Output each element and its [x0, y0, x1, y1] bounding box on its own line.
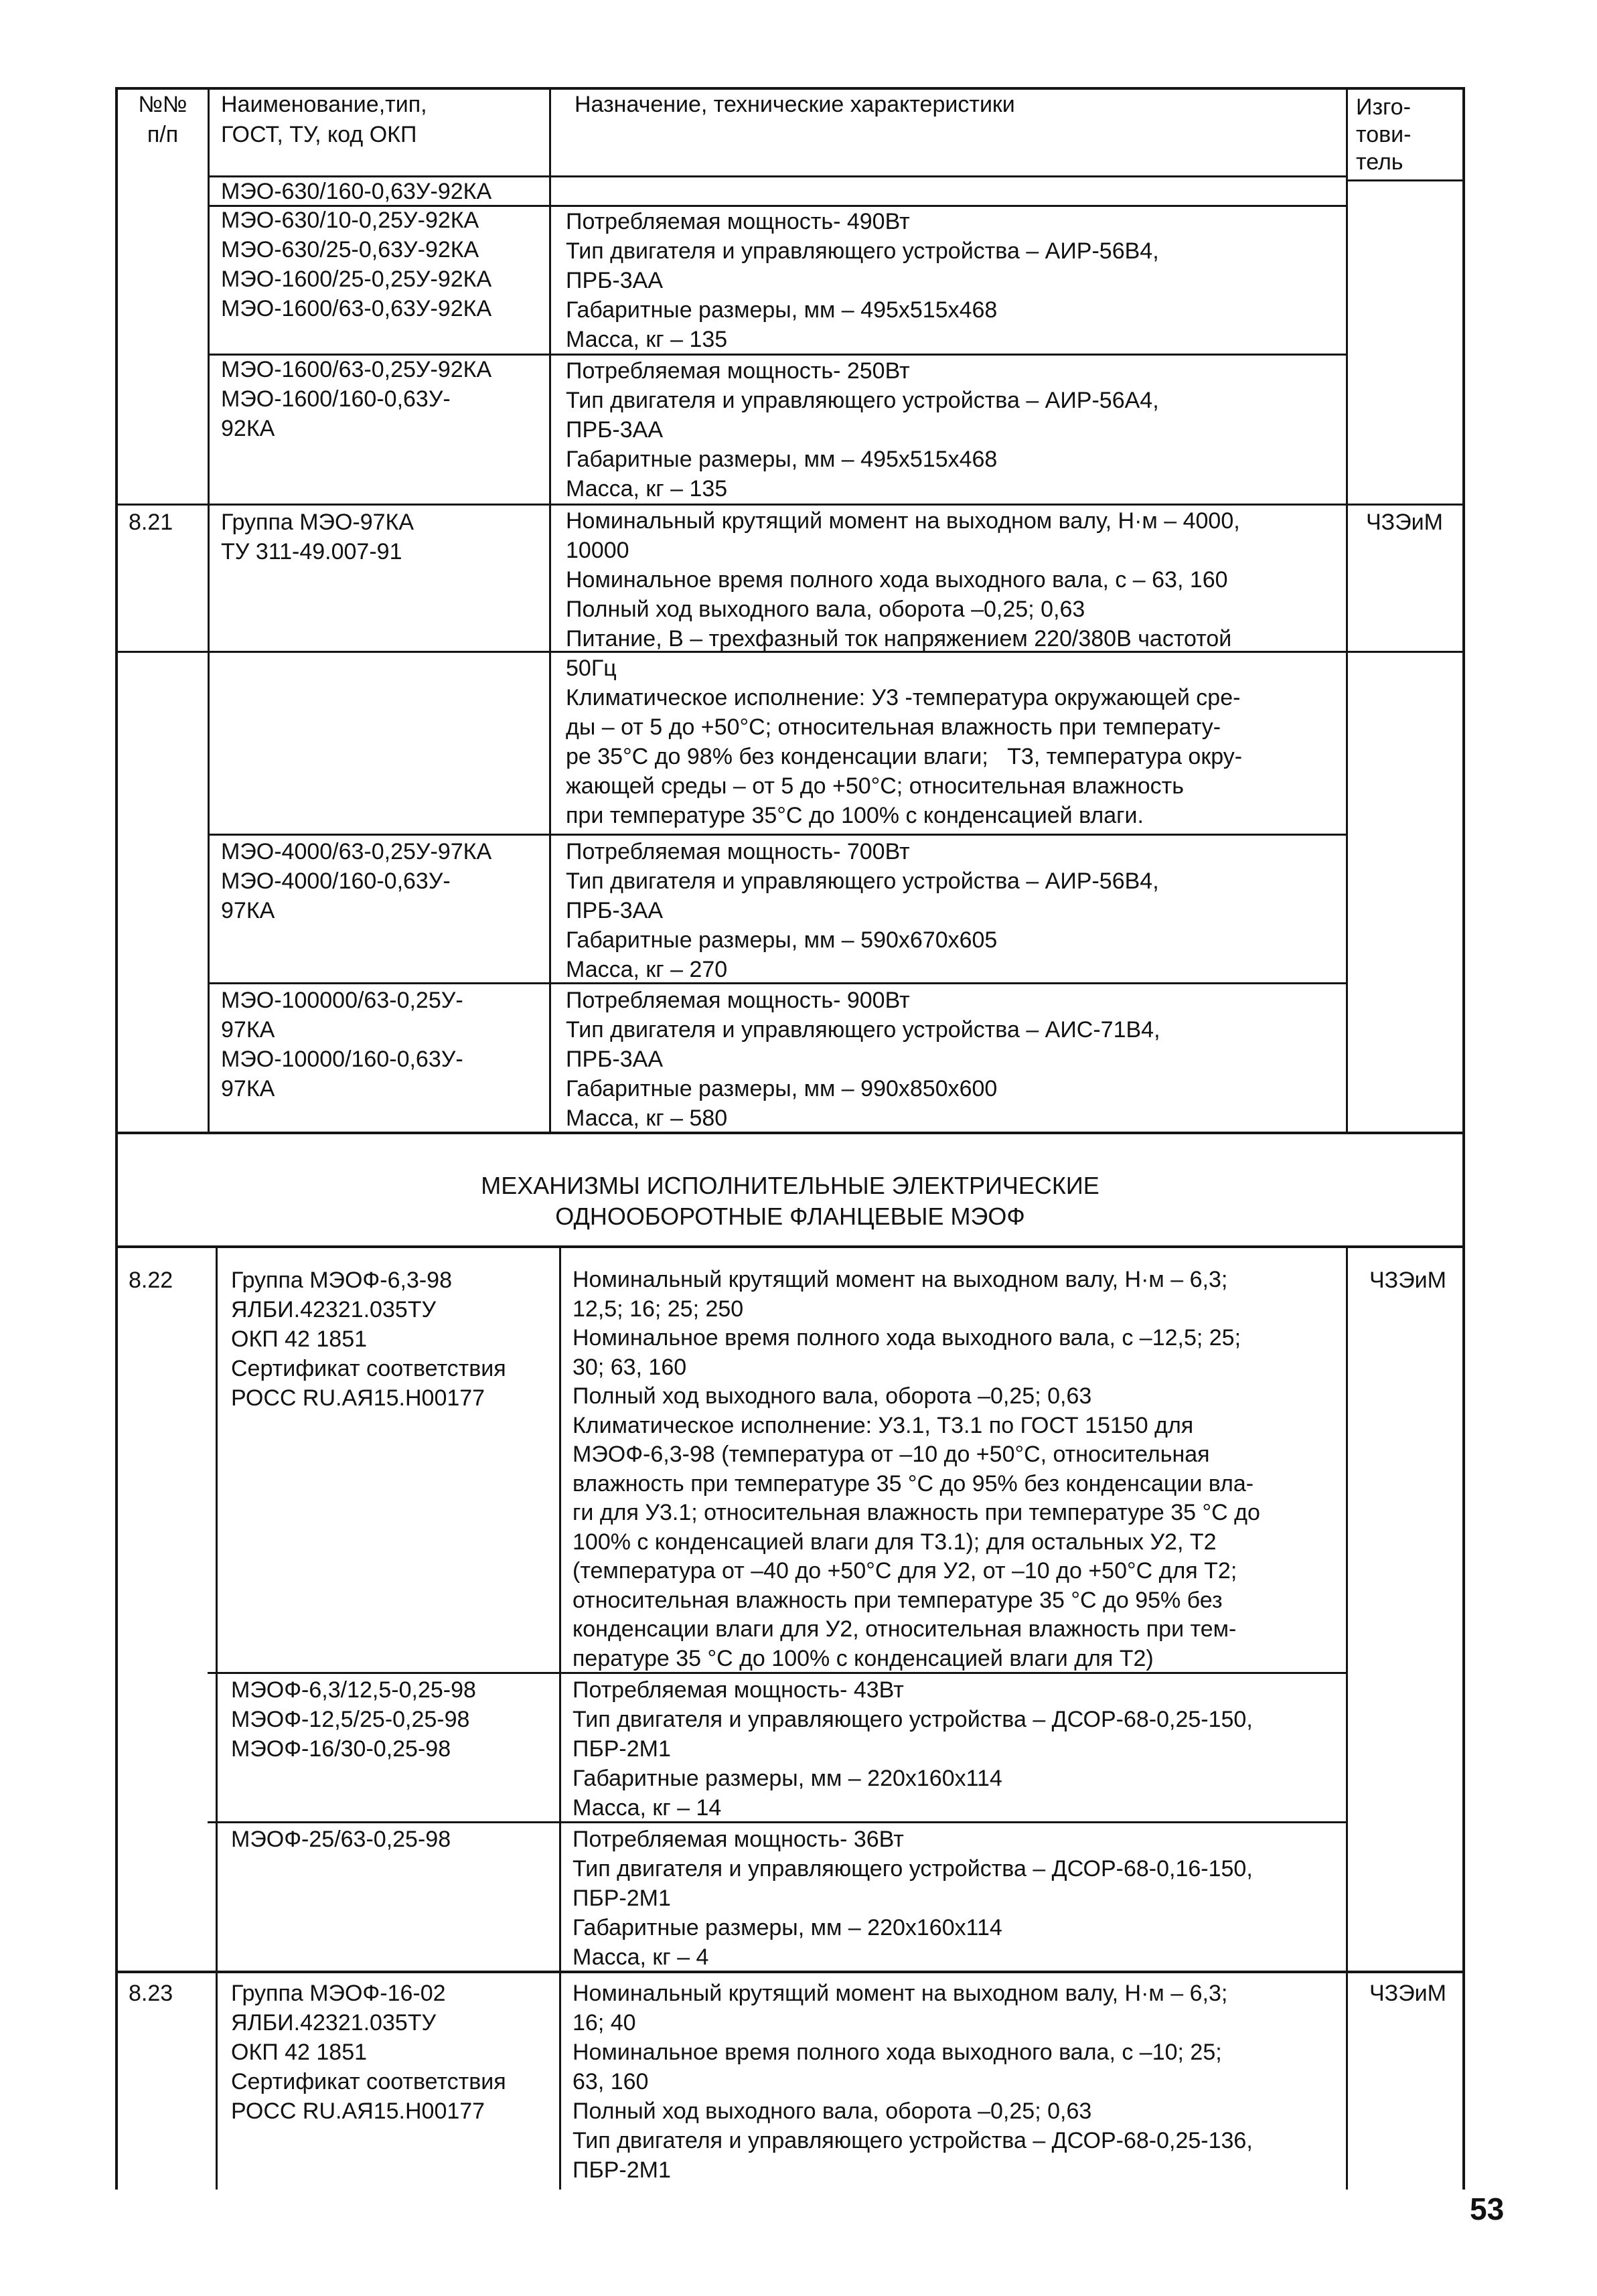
- row3-name: МЭО-1600/63-0,25У-92КА МЭО-1600/160-0,63У- 92КА: [221, 357, 492, 441]
- row2-name: МЭО-630/10-0,25У-92КА МЭО-630/25-0,63У-92КА МЭО-1600/25-0,25У-92КА МЭО-1600/63-0,63У-92КА: [221, 208, 492, 321]
- row6-name: МЭО-4000/63-0,25У-97КА МЭО-4000/160-0,63У- 97КА: [221, 839, 492, 923]
- header-name: Наименование,тип, ГОСТ, ТУ, код ОКП: [221, 92, 427, 147]
- row8-maker: ЧЗЭиМ: [1369, 1268, 1446, 1293]
- row4-maker: ЧЗЭиМ: [1366, 510, 1443, 535]
- row5-desc: 50Гц Климатическое исполнение: У3 -температура окружающей сре- ды – от 5 до +50°С; относительная влажность при температу- ре 35°С до 98% без конденсации влаги; Т3, температура окру- жающей среды – от 5 до +50°С; относительная влажность при температуре 35°С до 100% с конденсацией влаги.: [566, 656, 1243, 828]
- row3-desc: Потребляемая мощность- 250Вт Тип двигателя и управляющего устройства – АИР-56А4, ПРБ-3АА Габаритные размеры, мм – 495х515х468 Масса, кг – 135: [566, 358, 1159, 502]
- row8-desc: Номинальный крутящий момент на выходном валу, Н·м – 6,3; 12,5; 16; 25; 250 Номинальное время полного хода выходного вала, с –12,5; 25; 30; 63, 160 Полный ход выходного вала, оборота –0,25; 0,63 Климатическое исполнение: У3.1, Т3.1 по ГОСТ 15150 для МЭОФ-6,3-98 (температура от –10 до +50°С, относительная влажность при температуре 35 °С до 95% без конденсации вла- ги для У3.1; относительная влажность при температуре 35 °С до 100% с конденсацией влаги для Т3.1); для остальных У2, Т2 (температура от –40 до +50°С для У2, от –10 до +50°С для Т2; относительная влажность при температуре 35 °С до 95% без конденсации влаги для У2, относительная влажность при тем- пературе 35 °С до 100% с конденсацией влаги для Т2): [573, 1267, 1260, 1671]
- row11-name: Группа МЭОФ-16-02 ЯЛБИ.42321.035ТУ ОКП 42 1851 Сертификат соответствия РОСС RU.АЯ15.Н00177: [231, 1981, 506, 2124]
- row9-name: МЭОФ-6,3/12,5-0,25-98 МЭОФ-12,5/25-0,25-98 МЭОФ-16/30-0,25-98: [231, 1677, 476, 1762]
- row6-desc: Потребляемая мощность- 700Вт Тип двигателя и управляющего устройства – АИР-56В4, ПРБ-3АА Габаритные размеры, мм – 590х670х605 Масса, кг – 270: [566, 839, 1159, 982]
- row11-desc: Номинальный крутящий момент на выходном валу, Н·м – 6,3; 16; 40 Номинальное время полного хода выходного вала, с –10; 25; 63, 160 Полный ход выходного вала, оборота –0,25; 0,63 Тип двигателя и управляющего устройства – ДСОР-68-0,25-136, ПБР-2М1: [573, 1981, 1253, 2183]
- row2-desc: Потребляемая мощность- 490Вт Тип двигателя и управляющего устройства – АИР-56В4, ПРБ-3АА Габаритные размеры, мм – 495х515х468 Масса, кг – 135: [566, 209, 1159, 352]
- row8-name: Группа МЭОФ-6,3-98 ЯЛБИ.42321.035ТУ ОКП 42 1851 Сертификат соответствия РОСС RU.АЯ15.Н00177: [231, 1268, 506, 1411]
- row10-name: МЭОФ-25/63-0,25-98: [231, 1827, 451, 1852]
- row7-name: МЭО-100000/63-0,25У- 97КА МЭО-10000/160-0,63У- 97КА: [221, 988, 463, 1101]
- row4-num: 8.21: [129, 510, 173, 535]
- row11-maker: ЧЗЭиМ: [1369, 1981, 1446, 2006]
- row4-name: Группа МЭО-97КА ТУ 311-49.007-91: [221, 510, 414, 564]
- header-maker: Изго- тови- тель: [1356, 94, 1412, 175]
- row8-num: 8.22: [129, 1268, 173, 1293]
- row9-desc: Потребляемая мощность- 43Вт Тип двигателя и управляющего устройства – ДСОР-68-0,25-150, ПБР-2М1 Габаритные размеры, мм – 220х160х114 Масса, кг – 14: [573, 1677, 1253, 1821]
- row10-desc: Потребляемая мощность- 36Вт Тип двигателя и управляющего устройства – ДСОР-68-0,16-150, ПБР-2М1 Габаритные размеры, мм – 220х160х114 Масса, кг – 4: [573, 1827, 1253, 1970]
- row7-desc: Потребляемая мощность- 900Вт Тип двигателя и управляющего устройства – АИС-71В4, ПРБ-3АА Габаритные размеры, мм – 990х850х600 Масса, кг – 580: [566, 988, 1160, 1131]
- header-num: №№ п/п: [138, 92, 187, 147]
- page-number: 53: [1470, 2192, 1505, 2226]
- row11-num: 8.23: [129, 1981, 173, 2006]
- row1-name: МЭО-630/160-0,63У-92КА: [221, 179, 492, 204]
- section-heading: МЕХАНИЗМЫ ИСПОЛНИТЕЛЬНЫЕ ЭЛЕКТРИЧЕСКИЕ ОДНООБОРОТНЫЕ ФЛАНЦЕВЫЕ МЭОФ: [481, 1172, 1099, 1230]
- header-purpose: Назначение, технические характеристики: [575, 92, 1015, 117]
- row4-desc: Номинальный крутящий момент на выходном валу, Н·м – 4000, 10000 Номинальное время полного хода выходного вала, с – 63, 160 Полный ход выходного вала, оборота –0,25; 0,63 Питание, В – трехфазный ток напряжением 220/380В частотой: [566, 508, 1240, 652]
